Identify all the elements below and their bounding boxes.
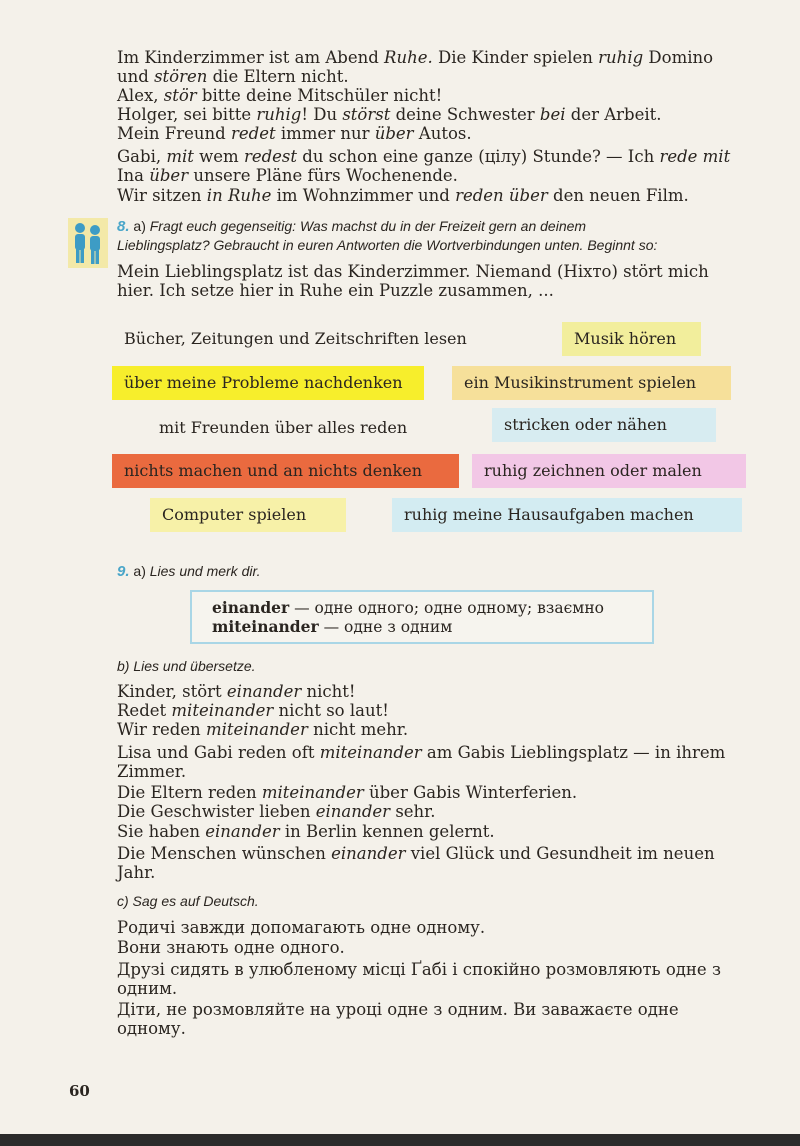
vocab-miteinander: miteinander — одне з одним (212, 617, 453, 636)
intro-line-3: Alex, stör bitte deine Mitschüler nicht! (117, 86, 443, 105)
intro-line-5: Mein Freund redet immer nur über Autos. (117, 124, 472, 143)
phrase-chip: mit Freunden über alles reden (147, 411, 419, 445)
phrase-chip: ruhig zeichnen oder malen (472, 454, 746, 488)
scan-edge (0, 1134, 800, 1146)
phrase-chip: nichts machen und an nichts denken (112, 454, 459, 488)
intro-line-8: Wir sitzen in Ruhe im Wohnzimmer und reden über den neuen Film. (117, 186, 689, 205)
c-line-4: одним. (117, 979, 178, 998)
intro-line-1: Im Kinderzimmer ist am Abend Ruhe. Die Kinder spielen ruhig Domino (117, 48, 714, 67)
pair-work-icon (68, 218, 108, 268)
b-line-7: Die Geschwister lieben einander sehr. (117, 802, 436, 821)
phrase-chip: stricken oder nähen (492, 408, 716, 442)
c-line-6: одному. (117, 1019, 186, 1038)
c-line-1: Родичі завжди допомагають одне одному. (117, 918, 486, 937)
task9-c-instruction: c) Sag es auf Deutsch. (117, 893, 259, 909)
b-line-9: Die Menschen wünschen einander viel Glück und Gesundheit im neuen (117, 844, 715, 863)
page-number: 60 (69, 1082, 90, 1100)
intro-line-6: Gabi, mit wem redest du schon eine ganze (цілу) Stunde? — Ich rede mit (117, 147, 731, 166)
phrase-chip: ein Musikinstrument spielen (452, 366, 731, 400)
intro-line-4: Holger, sei bitte ruhig! Du störst deine Schwester bei der Arbeit. (117, 105, 662, 124)
b-line-4: Lisa und Gabi reden oft miteinander am Gabis Lieblingsplatz — in ihrem (117, 743, 726, 762)
b-line-2: Redet miteinander nicht so laut! (117, 701, 389, 720)
phrase-chip: ruhig meine Hausaufgaben machen (392, 498, 742, 532)
c-line-3: Друзі сидять в улюбленому місці Ґабі і спокійно розмовляють одне з (117, 960, 721, 979)
intro-line-2: und stören die Eltern nicht. (117, 67, 349, 86)
phrase-chip: Bücher, Zeitungen und Zeitschriften lesen (112, 322, 479, 356)
task8-example-1: Mein Lieblingsplatz ist das Kinderzimmer. Niemand (Ніхто) stört mich (117, 262, 709, 281)
b-line-1: Kinder, stört einander nicht! (117, 682, 356, 701)
b-line-3: Wir reden miteinander nicht mehr. (117, 720, 409, 739)
task8-example-2: hier. Ich setze hier in Ruhe ein Puzzle zusammen, ... (117, 281, 554, 300)
task8-instruction-1: 8. a) Fragt euch gegenseitig: Was machst du in der Freizeit gern an deinem (117, 218, 587, 235)
task9-a-instruction: 9. a) Lies und merk dir. (117, 563, 261, 580)
phrase-chip: Computer spielen (150, 498, 346, 532)
b-line-8: Sie haben einander in Berlin kennen gelernt. (117, 822, 495, 841)
c-line-5: Діти, не розмовляйте на уроці одне з одним. Ви заважаєте одне (117, 1000, 679, 1019)
phrase-chip: Musik hören (562, 322, 701, 356)
b-line-10: Jahr. (117, 863, 156, 882)
task9-b-instruction: b) Lies und übersetze. (117, 658, 256, 674)
vocab-einander: einander — одне одного; одне одному; взаємно (212, 598, 604, 617)
c-line-2: Вони знають одне одного. (117, 938, 345, 957)
b-line-6: Die Eltern reden miteinander über Gabis Winterferien. (117, 783, 578, 802)
phrase-chip: über meine Probleme nachdenken (112, 366, 424, 400)
task8-instruction-2: Lieblingsplatz? Gebraucht in euren Antworten die Wortverbindungen unten. Beginnt so: (117, 237, 658, 253)
b-line-5: Zimmer. (117, 762, 187, 781)
intro-line-7: Ina über unsere Pläne fürs Wochenende. (117, 166, 458, 185)
vocabulary-box (190, 590, 654, 644)
